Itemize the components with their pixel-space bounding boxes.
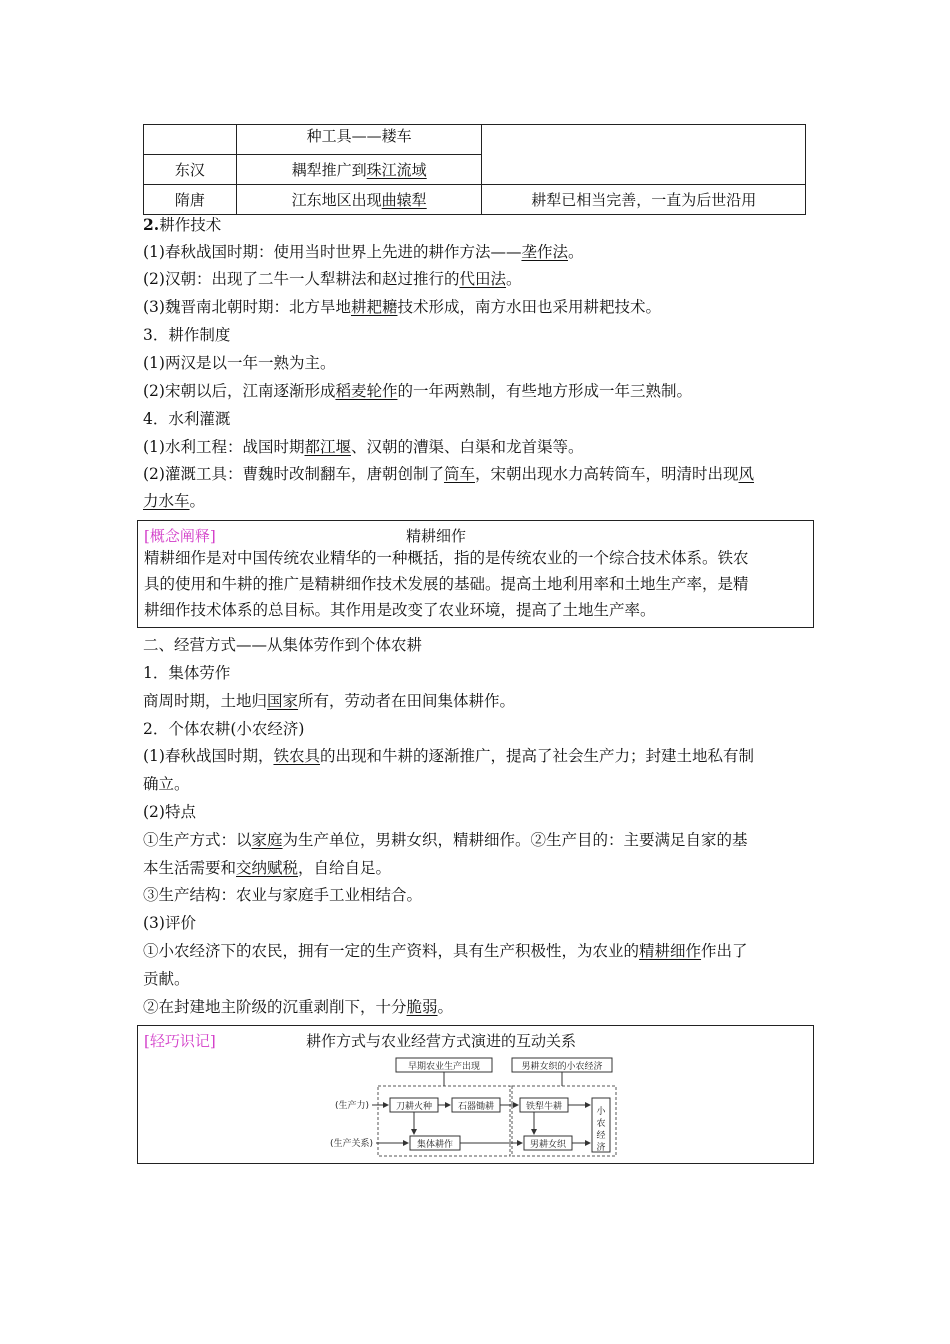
text: ①小农经济下的农民，拥有一定的生产资料，具有生产积极性，为农业的: [143, 942, 640, 960]
section-heading: [143, 214, 221, 236]
paragraph: (1)两汉是以一年一熟为主。: [143, 354, 336, 372]
label-slash-burn: 刀耕火种: [395, 1102, 433, 1112]
paragraph: (3)评价: [143, 914, 196, 932]
table-cell-content: [236, 185, 482, 215]
concept-title: 精耕细作: [406, 527, 467, 545]
text: (1)春秋战国时期，: [143, 747, 274, 765]
label-stone-hoe: 石器锄耕: [457, 1102, 495, 1112]
underlined-term: 铁农具: [273, 747, 320, 765]
text: 技术形成，南方水田也采用耕耙技术。: [397, 298, 661, 316]
underlined-term: 家庭: [251, 831, 283, 849]
text: 本生活需要和: [143, 859, 237, 877]
tips-box: [137, 1025, 814, 1164]
cell-text: 种工具——耧车: [306, 127, 412, 145]
text: (1)水利工程：战国时期: [143, 438, 305, 456]
top-right-label: 男耕女织的小农经济: [521, 1062, 603, 1072]
underlined-term: 国家: [267, 692, 299, 710]
section-heading: 2．个体农耕(小农经济): [143, 720, 305, 738]
tips-tag: [轻巧识记]: [144, 1032, 216, 1050]
paragraph: [143, 490, 205, 512]
concept-tag: [概念阐释]: [144, 527, 216, 545]
underlined-term: 交纳赋税: [236, 859, 299, 877]
paragraph: 贡献。: [143, 970, 190, 988]
text: ，自给自足。: [298, 859, 392, 877]
underlined-term: 风: [738, 465, 755, 483]
text: (2)汉朝：出现了二牛一人犁耕法和赵过推行的: [143, 270, 460, 288]
underlined-term: 代田法: [459, 270, 506, 288]
table-cell-era: 隋唐: [144, 185, 237, 215]
cell-underlined: 珠江流域: [366, 161, 427, 179]
text: 、汉朝的漕渠、白渠和龙首渠等。: [350, 438, 584, 456]
concept-body: [144, 545, 807, 623]
text: ①生产方式：以: [143, 831, 252, 849]
underlined-term: 垄作法: [521, 243, 568, 261]
label-men-plough: 男耕女织: [529, 1140, 567, 1150]
paragraph: [143, 436, 584, 458]
label-iron-plough: 铁犁牛耕: [525, 1102, 563, 1112]
table-row: [144, 125, 806, 155]
text: 为生产单位，男耕女织，精耕细作。②生产目的：主要满足自家的基: [282, 831, 748, 849]
evolution-diagram: [138, 1026, 813, 1163]
paragraph: [143, 940, 748, 962]
underlined-term: 稻麦轮作: [335, 382, 398, 400]
text: 的出现和牛耕的逐渐推广，提高了社会生产力；封建土地私有制: [319, 747, 754, 765]
table-cell-content: [236, 155, 482, 185]
paragraph: [143, 463, 754, 485]
text: 作出了: [701, 942, 748, 960]
underlined-term: 耕耙耱: [350, 298, 398, 316]
table-row: [144, 185, 806, 215]
table-cell-note: 耕犁已相当完善，一直为后世沿用: [482, 185, 806, 215]
text: 所有，劳动者在田间集体耕作。: [298, 692, 516, 710]
label-collective: 集体耕作: [416, 1140, 454, 1150]
concept-line: 耕细作技术体系的总目标。其作用是改变了农业环境，提高了土地生产率。: [144, 601, 656, 619]
table-cell-note: [482, 125, 806, 185]
concept-line: 精耕细作是对中国传统农业精华的一种概括，指的是传统农业的一个综合技术体系。铁农: [144, 549, 749, 567]
label-smallholder: 小农经济: [596, 1107, 606, 1153]
concept-box: [137, 520, 814, 628]
paragraph: [143, 380, 692, 402]
paragraph: [143, 996, 453, 1018]
text: 。: [189, 492, 206, 510]
table-cell-era: 东汉: [144, 155, 237, 185]
paragraph: (2)特点: [143, 803, 196, 821]
heading-text: 耕作技术: [159, 216, 222, 234]
section-heading: 1．集体劳作: [143, 664, 231, 682]
table-cell-content: [236, 125, 482, 155]
heading-number: 2.: [143, 215, 160, 234]
paragraph: [143, 857, 391, 879]
cell-text: 江东地区出现: [291, 191, 382, 209]
concept-line: 具的使用和牛耕的推广是精耕细作技术发展的基础。提高土地利用率和土地生产率，是精: [144, 575, 749, 593]
underlined-term: 都江堰: [304, 438, 351, 456]
text: (1)春秋战国时期：使用当时世界上先进的耕作方法——: [143, 243, 522, 261]
text: (3)魏晋南北朝时期：北方旱地: [143, 298, 351, 316]
paragraph: [143, 296, 661, 318]
text: (2)灌溉工具：曹魏时改制翻车，唐朝创制了: [143, 465, 444, 483]
underlined-term: 脆弱: [406, 998, 438, 1016]
row-label-productivity: (生产力): [335, 1101, 370, 1111]
agri-tools-table: [143, 124, 806, 215]
paragraph: [143, 268, 522, 290]
paragraph: [143, 690, 515, 712]
text: 的一年两熟制，有些地方形成一年三熟制。: [397, 382, 692, 400]
underlined-term: 筒车: [443, 465, 475, 483]
paragraph: [143, 829, 748, 851]
part-heading: 二、经营方式——从集体劳作到个体农耕: [143, 636, 423, 654]
paragraph: [143, 241, 584, 263]
underlined-term: 力水车: [143, 492, 190, 510]
text: 。: [505, 270, 522, 288]
row-label-relations: (生产关系): [330, 1139, 374, 1149]
text: 商周时期，土地归: [143, 692, 268, 710]
text: 。: [437, 998, 454, 1016]
underlined-term: 精耕细作: [639, 942, 702, 960]
paragraph: 确立。: [143, 775, 190, 793]
cell-text: 耦犁推广到: [291, 161, 367, 179]
section-heading: 4．水利灌溉: [143, 410, 231, 428]
paragraph: ③生产结构：农业与家庭手工业相结合。: [143, 886, 423, 904]
paragraph: [143, 745, 754, 767]
text: 。: [567, 243, 584, 261]
top-left-label: 早期农业生产出现: [407, 1062, 481, 1072]
text: (2)宋朝以后，江南逐渐形成: [143, 382, 336, 400]
text: ，宋朝出现水力高转筒车，明清时出现: [474, 465, 739, 483]
tips-title: 耕作方式与农业经营方式演进的互动关系: [306, 1032, 577, 1050]
section-heading: 3．耕作制度: [143, 326, 231, 344]
table-cell-era: [144, 125, 237, 155]
text: ②在封建地主阶级的沉重剥削下，十分: [143, 998, 407, 1016]
cell-underlined: 曲辕犁: [381, 191, 427, 209]
